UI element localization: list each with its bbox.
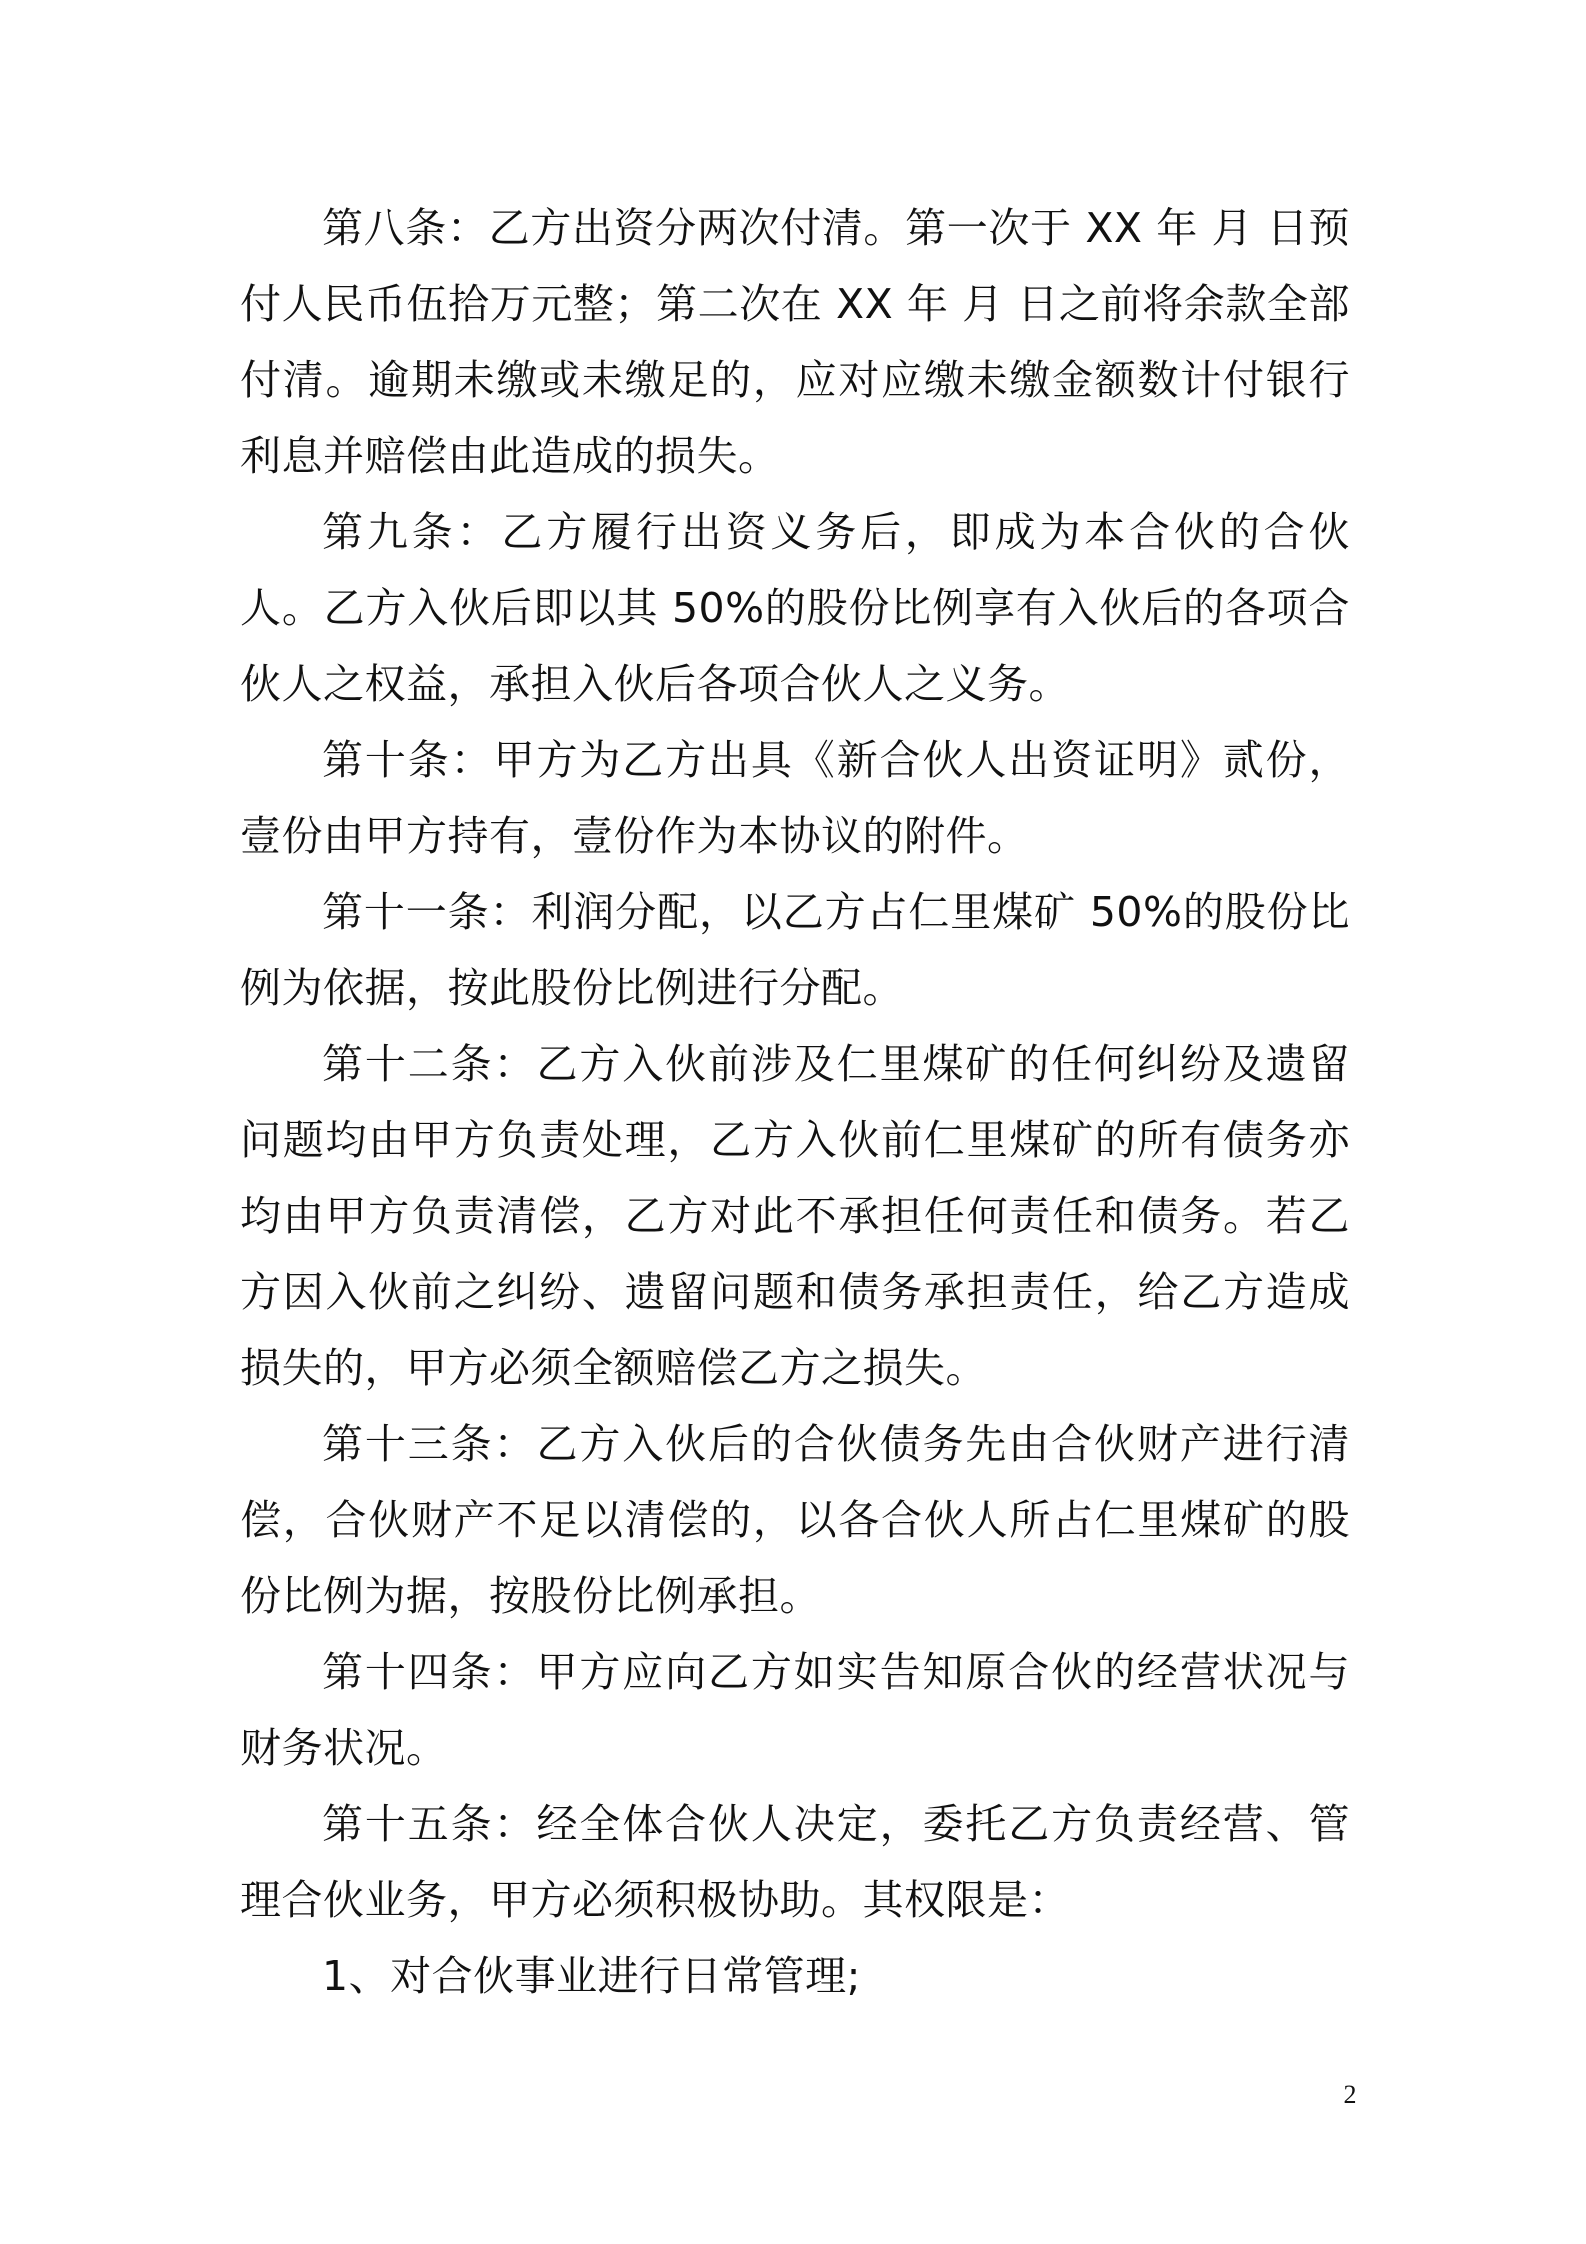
list-item-1: 1、对合伙事业进行日常管理;: [322, 1952, 861, 2000]
article-13-paragraph: 第十三条：乙方入伙后的合伙债务先由合伙财产进行清偿，合伙财产不足以清偿的，以各合伙人所占仁里煤矿的股份比例为据，按股份比例承担。: [240, 1420, 1350, 1620]
page-number: 2: [1343, 2080, 1357, 2109]
document-body: [240, 190, 1350, 2014]
article-10-paragraph: 第十条：甲方为乙方出具《新合伙人出资证明》贰份，壹份由甲方持有，壹份作为本协议的附件。: [240, 736, 1350, 860]
article-8-paragraph: 第八条：乙方出资分两次付清。第一次于 XX 年 月 日预付人民币伍拾万元整；第二次在 XX 年 月 日之前将余款全部付清。逾期未缴或未缴足的，应对应缴未缴金额数计付银行利息并赔偿由此造成的损失。: [240, 204, 1350, 480]
article-9-paragraph: 第九条：乙方履行出资义务后，即成为本合伙的合伙人。乙方入伙后即以其 50%的股份比例享有入伙后的各项合伙人之权益，承担入伙后各项合伙人之义务。: [240, 508, 1350, 708]
article-14-paragraph: 第十四条：甲方应向乙方如实告知原合伙的经营状况与财务状况。: [240, 1648, 1350, 1772]
article-11-paragraph: 第十一条：利润分配，以乙方占仁里煤矿 50%的股份比例为依据，按此股份比例进行分配。: [240, 888, 1350, 1012]
article-15-paragraph: 第十五条：经全体合伙人决定，委托乙方负责经营、管理合伙业务，甲方必须积极协助。其权限是：: [240, 1800, 1350, 1924]
article-12-paragraph: 第十二条：乙方入伙前涉及仁里煤矿的任何纠纷及遗留问题均由甲方负责处理，乙方入伙前仁里煤矿的所有债务亦均由甲方负责清偿，乙方对此不承担任何责任和债务。若乙方因入伙前之纠纷、遗留问题和债务承担责任，给乙方造成损失的，甲方必须全额赔偿乙方之损失。: [240, 1040, 1350, 1392]
